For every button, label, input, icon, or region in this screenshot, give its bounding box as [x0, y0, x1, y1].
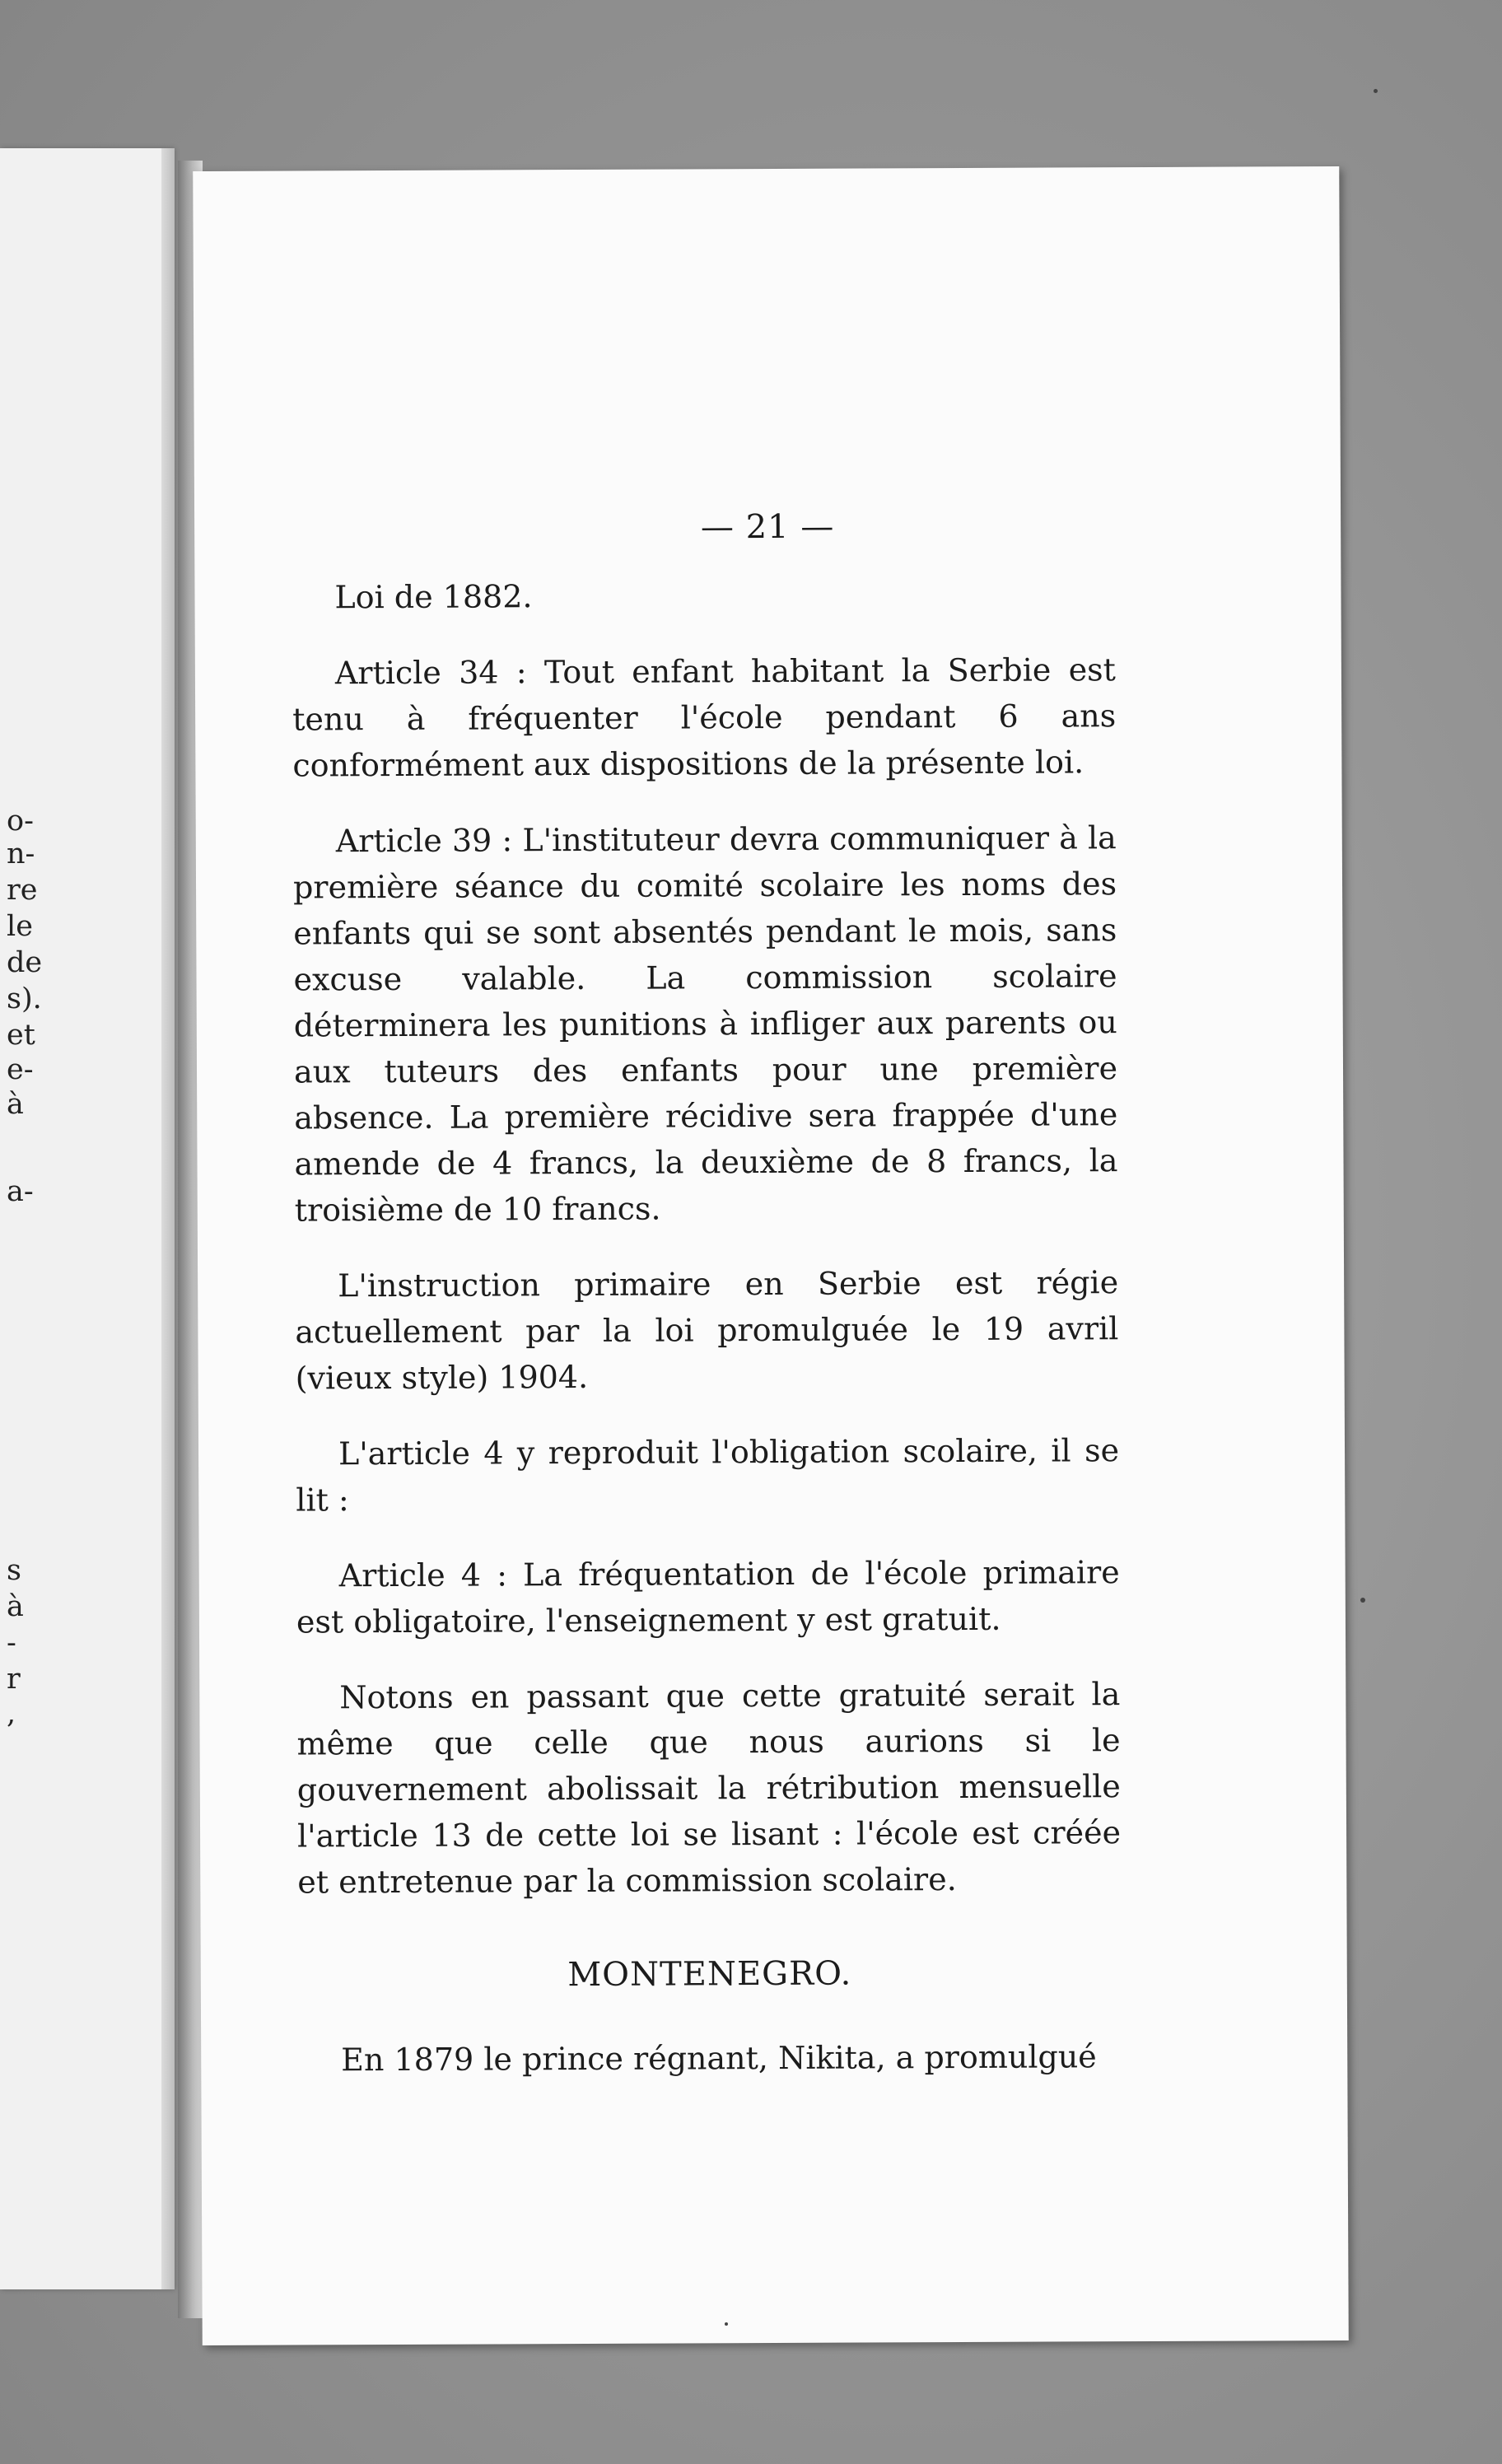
paragraph-article-4: Article 4 : La fréquentation de l'école primaire est obligatoire, l'enseignement y est gratuit.	[296, 1554, 1120, 1640]
paragraph-article-4-intro: L'article 4 y reproduit l'obligation scolaire, il se lit :	[296, 1432, 1120, 1519]
paragraph-law-1882: Loi de 1882.	[334, 578, 533, 616]
book-page	[193, 166, 1349, 2345]
left-page-fragment: r	[7, 1663, 21, 1696]
left-page-fragment: o-	[7, 805, 34, 838]
left-page-fragment: -	[7, 1626, 16, 1659]
paragraph-article-34: Article 34 : Tout enfant habitant la Serbie est tenu à fréquenter l'école pendant 6 ans conformément aux dispositions de la présente loi.	[292, 651, 1117, 784]
left-page-fragment: n-	[7, 838, 35, 870]
left-page	[0, 148, 173, 2289]
left-page-fragment: ,	[7, 1697, 16, 1730]
left-page-fragment: et	[7, 1019, 35, 1052]
left-page-edge	[161, 148, 175, 2289]
left-page-fragment: a-	[7, 1175, 34, 1208]
left-page-fragment: e-	[7, 1053, 34, 1086]
paragraph-gratuite: Notons en passant que cette gratuité serait la même que celle que nous aurions si le gouvernement abolissait la rétribution mensuelle l'article 13 de cette loi se lisant : l'école est créée et entretenue par la commission scolaire.	[296, 1676, 1122, 1901]
left-page-fragment: le	[7, 910, 33, 943]
paragraph-article-39: Article 39 : L'instituteur devra communiquer à la première séance du comité scolaire les noms des enfants qui se sont absentés pendant le mois, sans excuse valable. La commission scolaire déterminera les punitions à infliger aux parents ou aux tuteurs des enfants pour une première absence. La première récidive sera frappée d'une amende de 4 francs, la deuxième de 8 francs, la troisième de 10 francs.	[292, 819, 1118, 1229]
dust-speck	[725, 2322, 728, 2326]
left-page-fragment: s	[7, 1554, 21, 1587]
section-heading-montenegro: MONTENEGRO.	[567, 1954, 852, 1995]
paragraph-montenegro-start: En 1879 le prince régnant, Nikita, a promulgué	[341, 2038, 1097, 2079]
page-number: — 21 —	[700, 507, 835, 547]
dust-speck	[1360, 1598, 1365, 1603]
left-page-fragment: à	[7, 1590, 24, 1623]
left-page-fragment: de	[7, 946, 43, 979]
paragraph-instruction-primaire: L'instruction primaire en Serbie est régie actuellement par la loi promulguée le 19 avril (vieux style) 1904.	[295, 1264, 1119, 1397]
left-page-fragment: re	[7, 874, 38, 907]
dust-speck	[1374, 89, 1378, 93]
page-body	[292, 571, 1122, 2112]
left-page-fragment: à	[7, 1088, 24, 1121]
left-page-fragment: s).	[7, 982, 42, 1015]
